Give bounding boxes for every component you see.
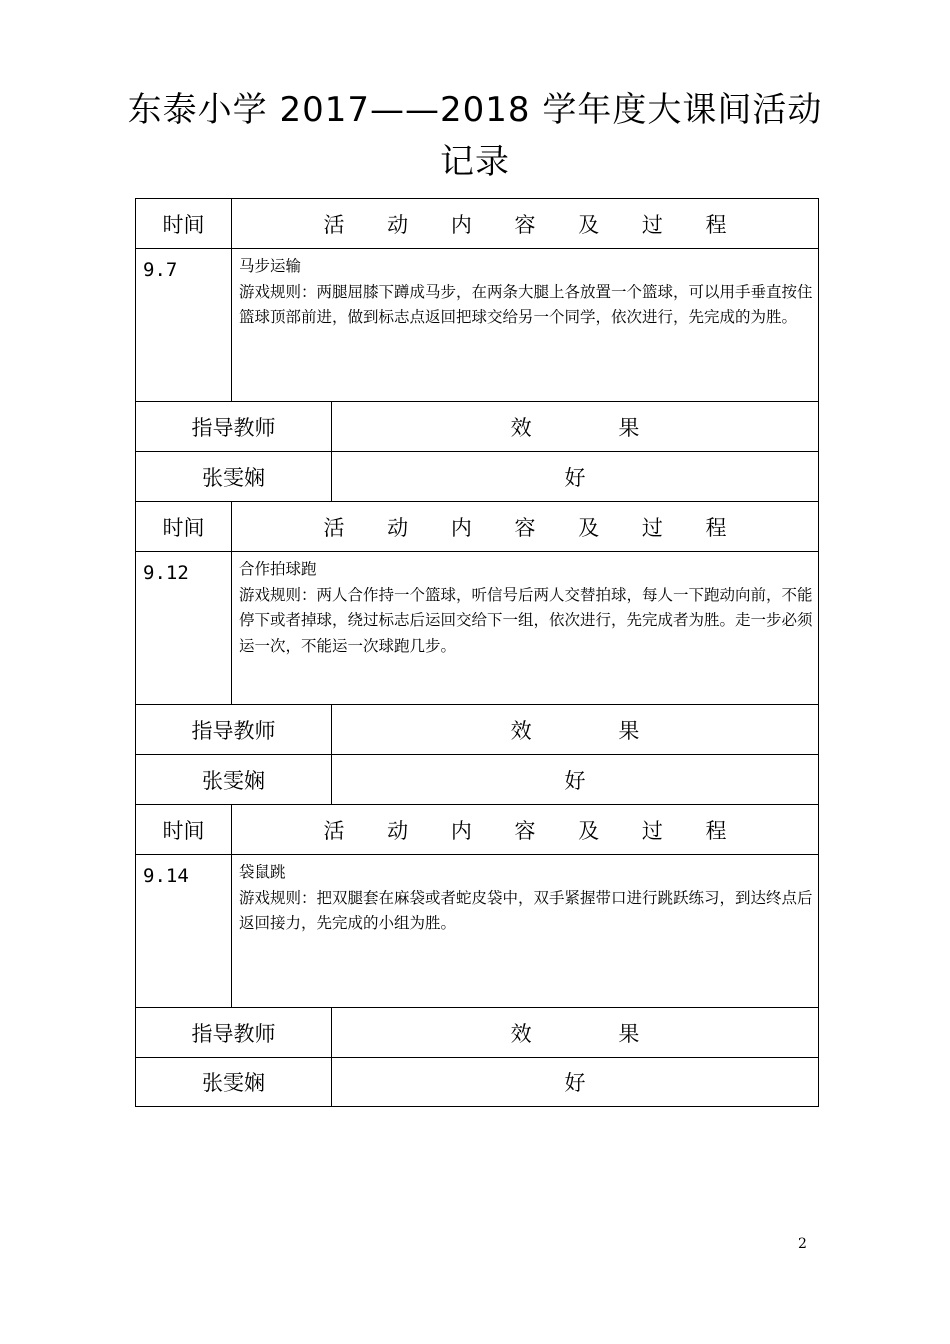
teacher-row bbox=[136, 451, 818, 501]
record-content bbox=[231, 855, 818, 1007]
activity-rules: 游戏规则：把双腿套在麻袋或者蛇皮袋中，双手紧握带口进行跳跃练习，到达终点后返回接力，先完成的小组为胜。 bbox=[239, 888, 813, 932]
record-date: 9.12 bbox=[143, 562, 189, 584]
record-content bbox=[231, 249, 818, 401]
page-title: 东泰小学 2017——2018 学年度大课间活动 bbox=[127, 90, 823, 130]
effect-value: 好 bbox=[331, 452, 818, 501]
process-header: 活 动 内 容 及 过 程 bbox=[231, 199, 818, 248]
teacher-row bbox=[136, 1057, 818, 1107]
record-row bbox=[136, 551, 818, 704]
teacher-header-row bbox=[136, 1007, 818, 1057]
time-header: 时间 bbox=[162, 212, 205, 237]
teacher-row bbox=[136, 754, 818, 804]
activity-name: 合作拍球跑 bbox=[239, 560, 317, 578]
effect-header: 效 果 bbox=[331, 402, 818, 451]
effect-value: 好 bbox=[331, 1058, 818, 1106]
header-row bbox=[136, 804, 818, 854]
teacher-header-row bbox=[136, 704, 818, 754]
header-row bbox=[136, 501, 818, 551]
activity-rules: 游戏规则：两人合作持一个篮球，听信号后两人交替拍球，每人一下跑动向前，不能停下或者掉球，绕过标志后运回交给下一组，依次进行，先完成者为胜。走一步必须运一次，不能运一次球跑几步。 bbox=[239, 585, 813, 655]
activity-record-table bbox=[135, 198, 819, 1107]
time-header: 时间 bbox=[162, 818, 205, 843]
effect-value: 好 bbox=[331, 755, 818, 804]
page-number: 2 bbox=[798, 1236, 807, 1252]
process-header: 活 动 内 容 及 过 程 bbox=[231, 502, 818, 551]
teacher-header: 指导教师 bbox=[191, 415, 276, 440]
teacher-header: 指导教师 bbox=[191, 1021, 276, 1046]
process-header: 活 动 内 容 及 过 程 bbox=[231, 805, 818, 854]
record-date: 9.14 bbox=[143, 865, 189, 887]
activity-rules: 游戏规则：两腿屈膝下蹲成马步，在两条大腿上各放置一个篮球，可以用手垂直按住篮球顶部前进，做到标志点返回把球交给另一个同学，依次进行，先完成的为胜。 bbox=[239, 282, 813, 326]
time-header: 时间 bbox=[162, 515, 205, 540]
teacher-name: 张雯娴 bbox=[202, 465, 265, 490]
activity-name: 马步运输 bbox=[239, 257, 302, 275]
activity-name: 袋鼠跳 bbox=[239, 863, 286, 881]
header-row bbox=[136, 198, 818, 248]
effect-header: 效 果 bbox=[331, 1008, 818, 1057]
record-content bbox=[231, 552, 818, 704]
record-row bbox=[136, 854, 818, 1007]
page-title-line2: 记录 bbox=[440, 142, 510, 182]
teacher-header: 指导教师 bbox=[191, 718, 276, 743]
record-row bbox=[136, 248, 818, 401]
teacher-header-row bbox=[136, 401, 818, 451]
teacher-name: 张雯娴 bbox=[202, 768, 265, 793]
teacher-name: 张雯娴 bbox=[202, 1071, 265, 1095]
effect-header: 效 果 bbox=[331, 705, 818, 754]
record-date: 9.7 bbox=[143, 259, 178, 281]
